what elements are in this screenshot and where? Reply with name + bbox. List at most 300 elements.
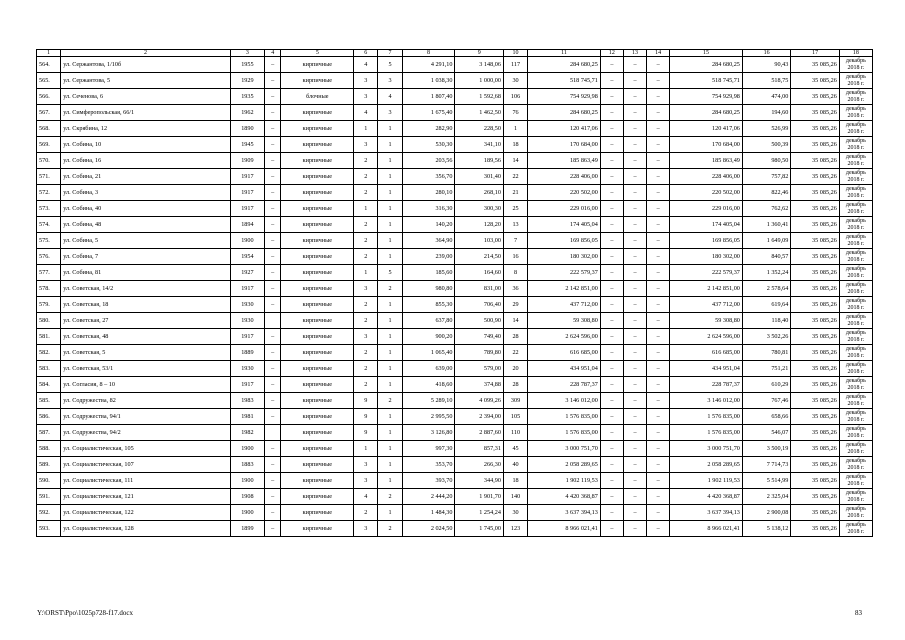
table-cell: 577. [37,265,61,281]
table-cell: блочные [281,89,354,105]
table-cell: 1 484,30 [402,505,455,521]
table-cell: 123 [503,521,527,537]
table-cell: 35 085,26 [791,425,839,441]
table-cell: 518 745,71 [528,73,601,89]
table-cell: – [264,457,281,473]
table-cell: 2 444,20 [402,489,455,505]
table-cell: 434 951,04 [528,361,601,377]
table-cell: 1 [378,329,402,345]
table-cell: 8 966 021,41 [528,521,601,537]
table-cell: 9 [354,409,378,425]
table-cell: 1927 [230,265,264,281]
table-cell: 1883 [230,457,264,473]
table-cell: 1 [354,201,378,217]
table-cell: 128,20 [455,217,503,233]
table-cell: 1962 [230,105,264,121]
table-cell: 1929 [230,73,264,89]
table-cell: – [647,457,670,473]
table-cell: 3 [354,473,378,489]
table-cell: 140 [503,489,527,505]
table-cell: 35 085,26 [791,281,839,297]
table-cell: декабрь 2018 г. [839,57,872,73]
column-number-header: 4 [264,50,281,57]
table-cell: 1 [378,201,402,217]
table-cell: 284 680,25 [670,105,743,121]
table-cell: ул. Собина, 7 [61,249,231,265]
table-cell: 3 502,26 [742,329,790,345]
table-cell: декабрь 2018 г. [839,121,872,137]
table-cell: кирпичные [281,489,354,505]
table-cell: – [600,457,623,473]
table-cell: декабрь 2018 г. [839,217,872,233]
table-cell: декабрь 2018 г. [839,457,872,473]
table-cell: 341,10 [455,137,503,153]
table-cell: – [623,153,646,169]
column-number-header: 7 [378,50,402,57]
table-cell: 1945 [230,137,264,153]
table-cell: 228 406,00 [528,169,601,185]
table-cell: 418,60 [402,377,455,393]
table-cell: 855,30 [402,297,455,313]
table-cell: декабрь 2018 г. [839,89,872,105]
table-cell: 2 [354,217,378,233]
table-cell: – [623,281,646,297]
table-cell: – [623,377,646,393]
table-cell: 35 085,26 [791,201,839,217]
table-cell: 3 126,80 [402,425,455,441]
table-cell: декабрь 2018 г. [839,281,872,297]
table-cell: 229 016,00 [670,201,743,217]
table-cell: 2 024,50 [402,521,455,537]
table-cell: 1908 [230,489,264,505]
table-cell: – [623,57,646,73]
table-cell: 3 [378,105,402,121]
table-cell: 546,07 [742,425,790,441]
table-cell: 35 085,26 [791,489,839,505]
table-cell: 35 085,26 [791,361,839,377]
table-cell: 35 085,26 [791,185,839,201]
table-cell: – [264,73,281,89]
table-cell: – [600,201,623,217]
table-cell: 2 [378,489,402,505]
table-cell: 103,00 [455,233,503,249]
table-cell: – [623,521,646,537]
table-cell: кирпичные [281,521,354,537]
table-cell: – [623,441,646,457]
table-cell: – [647,425,670,441]
table-cell: 35 085,26 [791,121,839,137]
table-row [37,473,873,489]
column-number-header: 3 [230,50,264,57]
table-cell: ул. Сеченова, 6 [61,89,231,105]
table-cell: 140,20 [402,217,455,233]
table-cell: 2 142 851,00 [670,281,743,297]
table-cell: 526,99 [742,121,790,137]
table-cell: 35 085,26 [791,137,839,153]
table-cell: 574. [37,217,61,233]
table-row [37,137,873,153]
table-cell: ул. Собина, 40 [61,201,231,217]
table-cell: 2 142 851,00 [528,281,601,297]
table-cell: 35 085,26 [791,409,839,425]
table-cell: 59 308,80 [528,313,601,329]
table-cell: 14 [503,153,527,169]
table-cell: – [623,185,646,201]
table-cell: – [264,297,281,313]
table-cell: 3 637 394,13 [670,505,743,521]
table-cell: кирпичные [281,153,354,169]
table-cell: 591. [37,489,61,505]
table-cell: декабрь 2018 г. [839,265,872,281]
table-cell: 575. [37,233,61,249]
table-cell: 280,10 [402,185,455,201]
table-cell: – [647,137,670,153]
table-cell: – [264,89,281,105]
table-row [37,153,873,169]
table-cell: 364,90 [402,233,455,249]
table-cell: 587. [37,425,61,441]
table-row [37,217,873,233]
table-cell: – [600,521,623,537]
table-cell: 1 [354,265,378,281]
table-cell: 1 576 835,00 [528,425,601,441]
table-cell: 1909 [230,153,264,169]
table-cell: декабрь 2018 г. [839,105,872,121]
table-cell: – [600,185,623,201]
table-cell: 228 406,00 [670,169,743,185]
table-cell: декабрь 2018 г. [839,185,872,201]
column-number-header: 8 [402,50,455,57]
table-cell: 583. [37,361,61,377]
table-cell: 4 [354,57,378,73]
table-cell: – [264,377,281,393]
table-cell: 567. [37,105,61,121]
table-cell: 1 065,40 [402,345,455,361]
table-row [37,361,873,377]
table-cell: 374,88 [455,377,503,393]
table-cell: – [647,89,670,105]
table-cell: 754 929,98 [528,89,601,105]
table-cell: 29 [503,297,527,313]
table-cell: – [647,361,670,377]
table-cell: 980,50 [742,153,790,169]
table-cell: кирпичные [281,377,354,393]
table-cell: кирпичные [281,473,354,489]
table-cell: 500,90 [455,313,503,329]
table-cell: 3 [354,329,378,345]
table-cell: 576. [37,249,61,265]
table-cell: – [647,105,670,121]
table-cell: – [623,345,646,361]
table-cell: 239,00 [402,249,455,265]
table-cell: 2 624 596,00 [528,329,601,345]
table-cell: 1982 [230,425,264,441]
table-cell: 2 [354,505,378,521]
table-cell: 35 085,26 [791,457,839,473]
table-cell: 980,80 [402,281,455,297]
table-cell: – [647,521,670,537]
table-cell: 754 929,98 [670,89,743,105]
table-cell [264,313,281,329]
table-cell: – [623,233,646,249]
table-cell: декабрь 2018 г. [839,313,872,329]
table-cell: кирпичные [281,73,354,89]
column-number-header: 15 [670,50,743,57]
table-cell: декабрь 2018 г. [839,489,872,505]
table-cell: декабрь 2018 г. [839,153,872,169]
table-cell: 120 417,06 [528,121,601,137]
table-cell: 3 500,19 [742,441,790,457]
table-cell: 1983 [230,393,264,409]
table-cell: 1917 [230,329,264,345]
table-cell: – [623,217,646,233]
table-cell: 185,60 [402,265,455,281]
table-cell: ул. Собина, 81 [61,265,231,281]
table-cell: – [647,281,670,297]
table-cell: кирпичные [281,121,354,137]
table-cell: 5 514,99 [742,473,790,489]
table-cell: 1 [378,169,402,185]
table-cell: 1 [378,249,402,265]
column-number-header: 13 [623,50,646,57]
table-cell: кирпичные [281,313,354,329]
table-cell: 1955 [230,57,264,73]
table-cell: ул. Содружества, 82 [61,393,231,409]
table-cell: 1 [378,425,402,441]
table-row [37,281,873,297]
table-cell: ул. Советская, 53/1 [61,361,231,377]
table-cell: – [647,441,670,457]
table-cell: – [600,57,623,73]
table-cell: 619,64 [742,297,790,313]
table-cell: – [600,393,623,409]
table-cell: – [264,409,281,425]
table-cell: 1 [378,185,402,201]
table-cell: – [264,329,281,345]
table-cell: – [647,313,670,329]
table-cell: 518 745,71 [670,73,743,89]
table-cell: – [600,313,623,329]
table-cell: 2 578,64 [742,281,790,297]
table-cell: 25 [503,201,527,217]
table-cell: кирпичные [281,169,354,185]
table-cell: – [264,505,281,521]
table-cell: 4 420 368,87 [670,489,743,505]
table-cell: ул. Симферопольская, 66/1 [61,105,231,121]
table-cell: 584. [37,377,61,393]
table-cell: ул. Собина, 10 [61,137,231,153]
table-cell: 1917 [230,281,264,297]
table-cell: 22 [503,345,527,361]
table-cell: 35 085,26 [791,169,839,185]
table-cell: 2 887,60 [455,425,503,441]
table-cell: 579,00 [455,361,503,377]
table-cell: кирпичные [281,409,354,425]
table-cell: – [647,473,670,489]
table-cell: – [600,281,623,297]
column-number-header: 18 [839,50,872,57]
table-cell: 8 [503,265,527,281]
table-cell: – [647,153,670,169]
table-cell: 789,80 [455,345,503,361]
table-cell: – [600,249,623,265]
table-cell: 3 146 012,00 [528,393,601,409]
table-cell: – [623,489,646,505]
table-cell: 1 254,24 [455,505,503,521]
table-cell: 180 302,00 [670,249,743,265]
table-cell: 1 [378,153,402,169]
table-row [37,457,873,473]
table-cell: 997,30 [402,441,455,457]
table-cell: 1900 [230,233,264,249]
table-cell: 3 146 012,00 [670,393,743,409]
table-cell: 3 [378,73,402,89]
table-cell: 2 [354,377,378,393]
table-cell: 2 [378,281,402,297]
buildings-table [36,49,873,537]
table-header-row [37,50,873,57]
table-cell: ул. Сержантова, 1/10б [61,57,231,73]
table-cell: 3 [354,73,378,89]
table-cell: ул. Собина, 21 [61,169,231,185]
table-row [37,249,873,265]
table-cell: кирпичные [281,425,354,441]
table-cell: – [647,233,670,249]
table-cell: 1 [378,313,402,329]
table-cell: 169 856,05 [528,233,601,249]
table-row [37,297,873,313]
table-cell: 35 085,26 [791,313,839,329]
table-cell: 1 576 835,00 [670,409,743,425]
table-cell: 35 085,26 [791,73,839,89]
table-cell: ул. Социалистическая, 111 [61,473,231,489]
table-cell: кирпичные [281,137,354,153]
table-cell: – [600,425,623,441]
table-cell: 9 [354,393,378,409]
table-cell: 5 [378,57,402,73]
table-cell: – [600,377,623,393]
table-cell: 174 405,04 [528,217,601,233]
table-cell: 203,56 [402,153,455,169]
table-cell: 1 [378,457,402,473]
table-cell: 757,82 [742,169,790,185]
table-cell: 1 [378,377,402,393]
table-cell: – [623,297,646,313]
table-cell: ул. Сержантова, 5 [61,73,231,89]
table-cell: 589. [37,457,61,473]
table-cell: 564. [37,57,61,73]
table-cell: 2 624 596,00 [670,329,743,345]
table-cell: 1 902 119,53 [670,473,743,489]
table-cell: 2 [354,169,378,185]
table-cell: – [600,73,623,89]
table-cell: 214,50 [455,249,503,265]
column-number-header: 1 [37,50,61,57]
table-cell: – [647,73,670,89]
table-cell: ул. Собина, 48 [61,217,231,233]
page-number: 83 [855,609,862,617]
table-cell: 749,40 [455,329,503,345]
table-cell: – [647,297,670,313]
table-cell: – [623,73,646,89]
table-cell: 35 085,26 [791,105,839,121]
table-cell: 2 [354,153,378,169]
table-row [37,425,873,441]
table-cell: 572. [37,185,61,201]
table-row [37,393,873,409]
table-cell: 35 085,26 [791,153,839,169]
table-cell: 309 [503,393,527,409]
table-cell: 570. [37,153,61,169]
table-cell: 3 637 394,13 [528,505,601,521]
table-cell: 500,39 [742,137,790,153]
table-cell: 762,62 [742,201,790,217]
table-cell: – [623,121,646,137]
table-cell: – [647,265,670,281]
table-cell: 831,00 [455,281,503,297]
table-cell: декабрь 2018 г. [839,297,872,313]
table-cell: кирпичные [281,361,354,377]
table-cell: 639,00 [402,361,455,377]
table-cell: – [600,153,623,169]
table-cell: 1 [378,297,402,313]
table-cell: – [264,233,281,249]
table-row [37,521,873,537]
table-cell: 1 462,50 [455,105,503,121]
table-cell: 7 [503,233,527,249]
table-cell: 1 [378,137,402,153]
table-cell: 180 302,00 [528,249,601,265]
table-cell: 301,40 [455,169,503,185]
table-cell: 3 [354,521,378,537]
table-cell: 1 [378,121,402,137]
table-cell: кирпичные [281,105,354,121]
table-cell: ул. Социалистическая, 107 [61,457,231,473]
table-cell: 169 856,05 [670,233,743,249]
table-cell: 1 038,30 [402,73,455,89]
table-cell: 1894 [230,217,264,233]
table-cell: – [647,329,670,345]
table-cell: 767,46 [742,393,790,409]
table-cell: 3 000 751,70 [528,441,601,457]
table-cell: 35 085,26 [791,217,839,233]
table-cell: 1935 [230,89,264,105]
table-row [37,105,873,121]
table-cell: – [647,489,670,505]
table-cell: ул. Социалистическая, 105 [61,441,231,457]
table-cell: – [623,169,646,185]
table-cell: 474,00 [742,89,790,105]
table-cell: ул. Советская, 5 [61,345,231,361]
table-cell: декабрь 2018 г. [839,169,872,185]
table-cell: 35 085,26 [791,233,839,249]
table-cell: 106 [503,89,527,105]
table-cell: – [623,409,646,425]
table-cell: 1 902 119,53 [528,473,601,489]
table-cell: 1 352,24 [742,265,790,281]
table-cell: 1 807,40 [402,89,455,105]
table-cell: – [647,505,670,521]
table-cell: 2 900,08 [742,505,790,521]
table-cell: – [600,217,623,233]
table-cell: ул. Советская, 18 [61,297,231,313]
table-cell: – [600,169,623,185]
table-cell: 2 995,50 [402,409,455,425]
table-cell: кирпичные [281,57,354,73]
table-cell: 1899 [230,521,264,537]
table-cell: 1 [378,217,402,233]
table-cell: 1930 [230,313,264,329]
